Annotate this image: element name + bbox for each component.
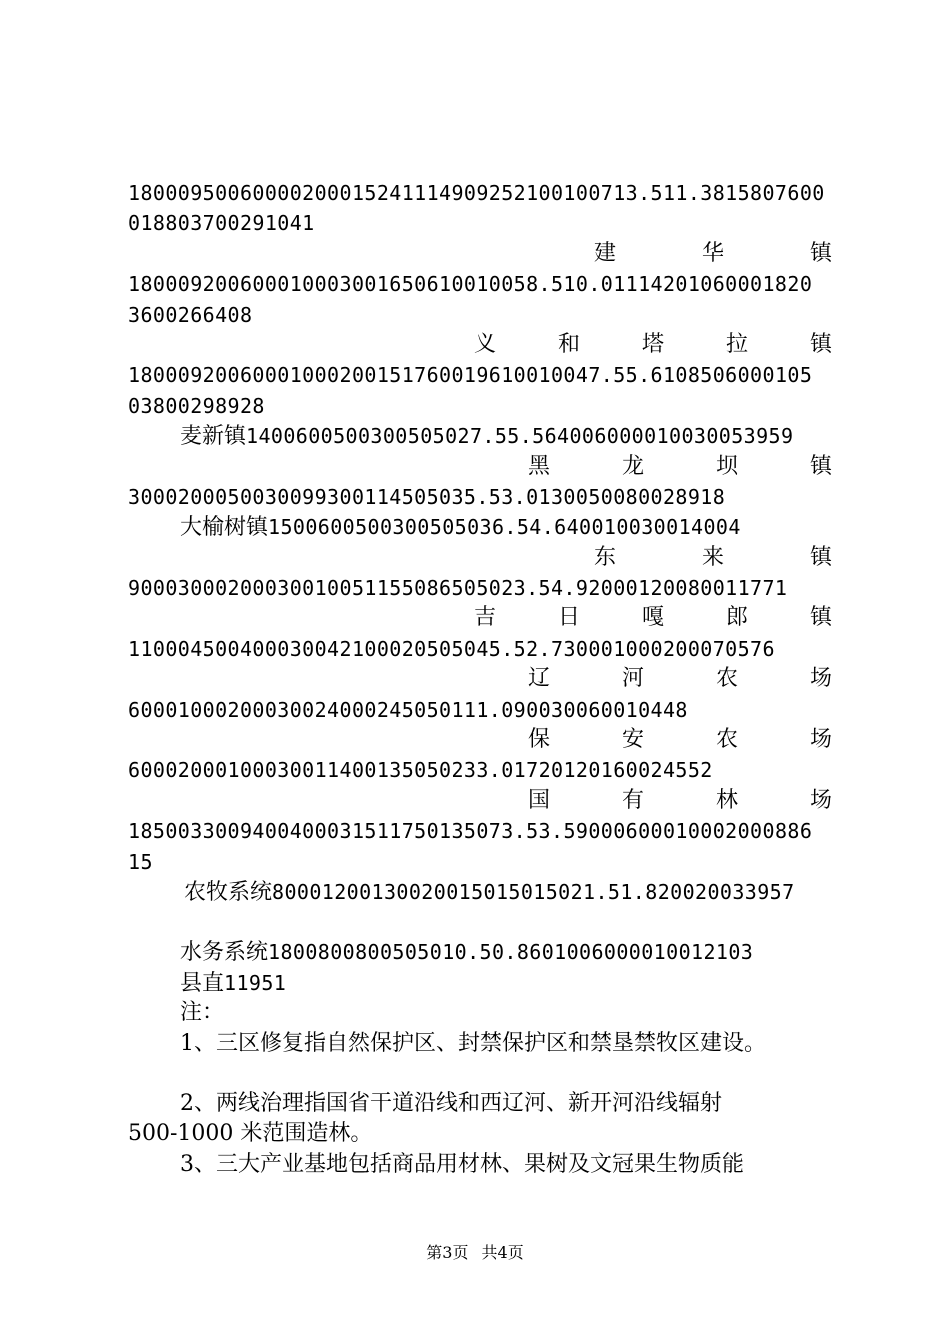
row-data: 3600266408 <box>128 302 253 327</box>
town-char: 吉 <box>474 605 497 631</box>
text-line <box>128 816 832 846</box>
row-nongmu <box>128 877 832 907</box>
town-char: 嘎 <box>641 605 664 631</box>
text-line <box>128 360 832 390</box>
row-data: 18500330094004000315117501350 <box>128 819 489 844</box>
text-line <box>128 300 832 330</box>
town-name: 麦新镇 <box>180 424 247 450</box>
spacer <box>128 907 832 937</box>
town-char: 和 <box>557 331 580 357</box>
row-data: 53959 <box>731 424 794 449</box>
text-line <box>128 391 832 421</box>
town-name: 水务系统 <box>180 940 269 966</box>
row-data: 1.090030060010448 <box>476 697 688 722</box>
document-body <box>128 178 832 1180</box>
row-data: 6000100020003002400024505011 <box>128 697 477 722</box>
row-xianzhi <box>128 968 832 998</box>
row-data: 0 <box>799 272 813 297</box>
text-line <box>128 634 832 664</box>
row-data: 600020001000300114001350502 <box>128 758 464 783</box>
town-char: 镇 <box>809 453 832 479</box>
row-data: 18000950060000200015241114909252100100713.511.3815807600 <box>128 181 825 205</box>
town-char: 镇 <box>809 544 832 570</box>
town-char: 建 <box>594 240 617 266</box>
row-data: 33.01720120160024552 <box>463 758 713 783</box>
row-data: 73.53.5900060001000200088 <box>488 819 800 844</box>
town-char: 郎 <box>725 605 748 631</box>
town-char: 农 <box>715 666 738 692</box>
town-char: 河 <box>621 666 644 692</box>
note-text: 3、三大产业基地包括商品用材林、果树及文冠果生物质能 <box>180 1151 744 1177</box>
town-char: 东 <box>594 544 617 570</box>
town-name: 县直 <box>180 970 225 996</box>
row-data: 180009200600010003001650610010058.510.0111420106000182 <box>128 272 800 297</box>
note-heading: 注： <box>180 1000 225 1026</box>
row-data: 11951 <box>224 970 287 995</box>
row-data: 15 <box>128 849 153 874</box>
row-guoyou <box>128 786 832 816</box>
text-line <box>128 208 832 238</box>
row-heilongba <box>128 452 832 482</box>
text-line <box>128 269 832 299</box>
row-data: 03800298928 <box>128 393 265 418</box>
town-char: 辽 <box>528 666 551 692</box>
note-text: 1、三区修复指自然保护区、封禁保护区和禁垦禁牧区建设。 <box>180 1030 766 1056</box>
town-char: 有 <box>621 787 644 813</box>
row-data: 018803700291041 <box>128 211 315 236</box>
text-line <box>128 755 832 785</box>
town-char: 镇 <box>809 331 832 357</box>
row-data: 1400600500300505027.55.5640060000100300 <box>246 424 732 449</box>
row-maixin <box>128 421 832 451</box>
town-char: 镇 <box>809 605 832 631</box>
town-char: 林 <box>715 787 738 813</box>
row-data: 6 <box>799 819 813 844</box>
town-char: 保 <box>528 727 551 753</box>
page-number: 第3页 <box>426 1243 469 1262</box>
row-data: 7.55.6108506000105 <box>588 363 813 388</box>
text-line <box>128 695 832 725</box>
town-char: 坝 <box>715 453 738 479</box>
row-dayushu <box>128 512 832 542</box>
town-char: 华 <box>701 240 724 266</box>
row-jiri <box>128 603 832 633</box>
note-2-cont <box>128 1119 832 1149</box>
town-char: 场 <box>809 727 832 753</box>
row-donglai <box>128 543 832 573</box>
town-char: 国 <box>528 787 551 813</box>
note-2 <box>128 1089 832 1119</box>
row-liaohe <box>128 664 832 694</box>
town-char: 镇 <box>809 240 832 266</box>
town-char: 拉 <box>725 331 748 357</box>
text-line <box>128 847 832 877</box>
town-char: 日 <box>557 605 580 631</box>
row-data: 9000300020003001005115508650502 <box>128 576 514 601</box>
row-data: 1.51.820020033957 <box>583 879 795 904</box>
row-yihe <box>128 330 832 360</box>
row-shuiwu <box>128 937 832 967</box>
town-char: 义 <box>474 331 497 357</box>
town-char: 来 <box>701 544 724 570</box>
row-data: 3.54.92000120080011771 <box>513 576 788 601</box>
row-data: 1800800800505010.50.8601006000010012103 <box>268 940 754 965</box>
page-total: 共4页 <box>481 1243 524 1262</box>
spacer <box>128 1059 832 1089</box>
note-1 <box>128 1029 832 1059</box>
note-3 <box>128 1150 832 1180</box>
text-line <box>128 178 832 208</box>
town-name: 大榆树镇 <box>180 515 269 541</box>
town-char: 农 <box>715 727 738 753</box>
town-char: 黑 <box>528 453 551 479</box>
row-data: 1500600500300505036.54.640010030014004 <box>268 515 741 540</box>
town-char: 场 <box>809 787 832 813</box>
row-baoan <box>128 725 832 755</box>
note-text: 2、两线治理指国省干道沿线和西辽河、新开河沿线辐射 <box>180 1090 722 1116</box>
town-char: 龙 <box>621 453 644 479</box>
text-line <box>128 573 832 603</box>
town-char: 场 <box>809 666 832 692</box>
text-line <box>128 482 832 512</box>
row-jianhua <box>128 239 832 269</box>
row-data: 8000120013002001501501502 <box>272 879 584 904</box>
row-data: 5.52.730001000200070576 <box>488 636 775 661</box>
note-text: 500-1000 米范围造林。 <box>128 1121 373 1147</box>
page-footer <box>0 1243 950 1263</box>
row-data: 3000200050030099300114505035.53.0130050080028918 <box>128 484 726 509</box>
town-name: 农牧系统 <box>184 879 273 905</box>
town-char: 塔 <box>641 331 664 357</box>
row-data: 1800092006000100020015176001961001004 <box>128 363 589 388</box>
note-label <box>128 998 832 1028</box>
row-data: 11000450040003004210002050504 <box>128 636 489 661</box>
town-char: 安 <box>621 727 644 753</box>
